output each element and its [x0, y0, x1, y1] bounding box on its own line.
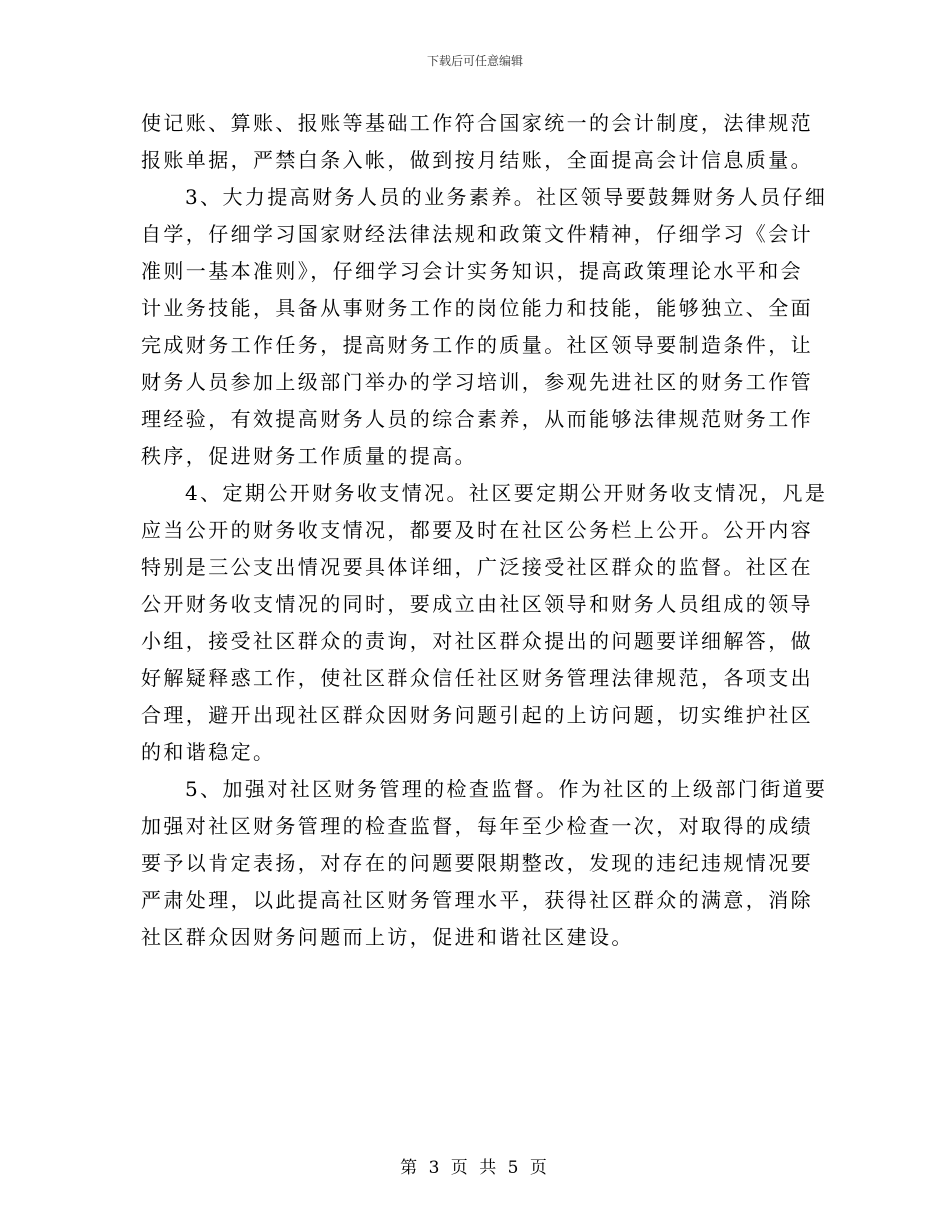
body-line: 秩序，促进财务工作质量的提高。 [141, 444, 477, 468]
body-line: 小组，接受社区群众的责询，对社区群众提出的问题要详细解答，做 [141, 629, 813, 653]
body-line: 财务人员参加上级部门举办的学习培训，参观先进社区的财务工作管 [141, 370, 813, 394]
body-line: 报账单据，严禁白条入帐，做到按月结账，全面提高会计信息质量。 [141, 148, 813, 172]
body-line: 准则一基本准则》，仔细学习会计实务知识，提高政策理论水平和会 [141, 259, 803, 283]
body-line: 加强对社区财务管理的检查监督，每年至少检查一次，对取得的成绩 [141, 814, 813, 838]
paragraph-4-start: 4、定期公开财务收支情况。社区要定期公开财务收支情况，凡是 [185, 481, 828, 505]
paragraph-5-start: 5、加强对社区财务管理的检查监督。作为社区的上级部门街道要 [185, 777, 828, 801]
body-line: 完成财务工作任务，提高财务工作的质量。社区领导要制造条件，让 [141, 333, 813, 357]
body-line: 使记账、算账、报账等基础工作符合国家统一的会计制度，法律规范 [141, 111, 813, 135]
body-line: 公开财务收支情况的同时，要成立由社区领导和财务人员组成的领导 [141, 592, 813, 616]
body-line: 要予以肯定表扬，对存在的问题要限期整改，发现的违纪违规情况要 [141, 851, 813, 875]
body-line: 理经验，有效提高财务人员的综合素养，从而能够法律规范财务工作 [141, 407, 813, 431]
paragraph-3-start: 3、大力提高财务人员的业务素养。社区领导要鼓舞财务人员仔细 [185, 185, 828, 209]
page-number: 第 3 页 共 5 页 [400, 1158, 550, 1178]
body-line: 特别是三公支出情况要具体详细，广泛接受社区群众的监督。社区在 [141, 555, 813, 579]
body-line: 应当公开的财务收支情况，都要及时在社区公务栏上公开。公开内容 [141, 518, 813, 542]
document-body [141, 105, 828, 956]
body-line: 严肃处理，以此提高社区财务管理水平，获得社区群众的满意，消除 [141, 888, 813, 912]
body-line: 的和谐稳定。 [141, 740, 276, 764]
body-line: 自学，仔细学习国家财经法律法规和政策文件精神，仔细学习《会计 [141, 222, 813, 246]
body-line: 计业务技能，具备从事财务工作的岗位能力和技能，能够独立、全面 [141, 296, 813, 320]
body-line: 社区群众因财务问题而上访，促进和谐社区建设。 [141, 925, 634, 949]
body-line: 合理，避开出现社区群众因财务问题引起的上访问题，切实维护社区 [141, 703, 813, 727]
body-line: 好解疑释惑工作，使社区群众信任社区财务管理法律规范，各项支出 [141, 666, 813, 690]
header-note: 下载后可任意编辑 [426, 54, 523, 68]
